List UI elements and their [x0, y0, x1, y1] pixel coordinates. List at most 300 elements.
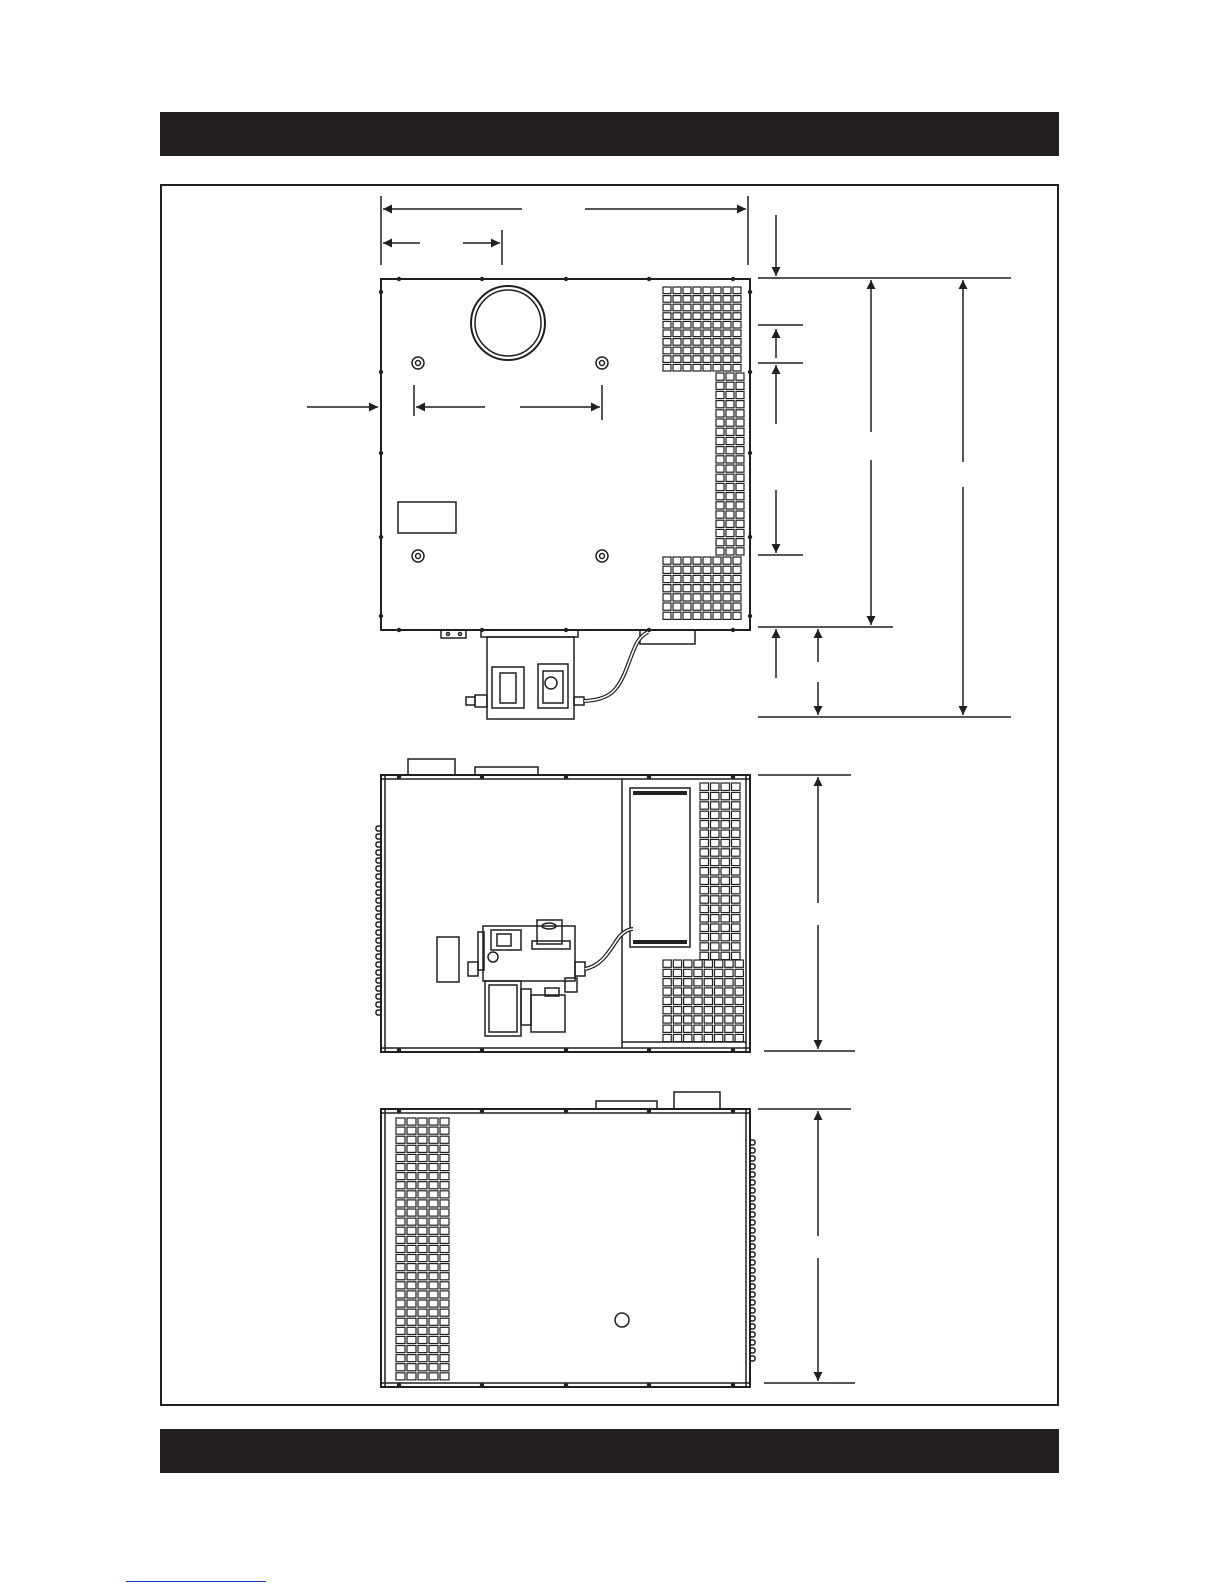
vent-grille	[396, 1118, 449, 1380]
vent-cell	[396, 1282, 405, 1289]
vent-cell	[703, 339, 711, 346]
vent-cell	[736, 437, 744, 444]
vent-cell	[713, 612, 721, 619]
vent-cell	[683, 612, 691, 619]
louver	[376, 1002, 381, 1007]
vent-cell	[732, 933, 741, 940]
vent-cell	[736, 401, 744, 408]
screw	[748, 290, 752, 294]
vent-cell	[440, 1336, 449, 1343]
vent-cell	[700, 886, 709, 893]
louver	[376, 906, 381, 911]
screw	[564, 1109, 568, 1113]
vent-cell	[418, 1318, 427, 1325]
vent-cell	[440, 1255, 449, 1262]
vent-cell	[700, 849, 709, 856]
exhaust-port	[471, 286, 545, 360]
vent-cell	[711, 792, 720, 799]
vent-cell	[683, 585, 691, 592]
vent-cell	[700, 868, 709, 875]
vent-cell	[721, 933, 730, 940]
vent-cell	[440, 1227, 449, 1234]
vent-cell	[726, 401, 734, 408]
vent-cell	[396, 1191, 405, 1198]
vent-cell	[713, 321, 721, 328]
vent-cell	[694, 1016, 702, 1023]
vent-cell	[396, 1300, 405, 1307]
vent-cell	[726, 493, 734, 500]
vent-cell	[721, 802, 730, 809]
louver	[750, 1308, 755, 1313]
vent-cell	[704, 1025, 712, 1032]
vent-cell	[673, 321, 681, 328]
vent-cell	[703, 585, 711, 592]
vent-cell	[700, 933, 709, 940]
vent-cell	[716, 548, 724, 555]
vent-cell	[700, 915, 709, 922]
vent-cell	[407, 1291, 416, 1298]
vent-cell	[725, 960, 733, 967]
vent-cell	[715, 1034, 723, 1041]
louver	[750, 1292, 755, 1297]
louver	[376, 826, 381, 831]
vent-cell	[703, 566, 711, 573]
screw	[379, 370, 383, 374]
vent-cell	[726, 539, 734, 546]
vent-cell	[721, 839, 730, 846]
louver	[376, 1010, 381, 1015]
screw	[480, 1383, 484, 1387]
vent-cell	[418, 1336, 427, 1343]
vent-cell	[703, 287, 711, 294]
vent-cell	[429, 1127, 438, 1134]
vent-cell	[736, 410, 744, 417]
vent-cell	[711, 943, 720, 950]
screw	[647, 1383, 651, 1387]
vent-cell	[723, 356, 731, 363]
vent-cell	[429, 1145, 438, 1152]
vent-cell	[418, 1291, 427, 1298]
vent-cell	[663, 612, 671, 619]
vent-cell	[704, 1034, 712, 1041]
screw	[379, 451, 383, 455]
vent-cell	[713, 364, 721, 371]
vent-cell	[418, 1364, 427, 1371]
louver	[376, 970, 381, 975]
vent-cell	[726, 474, 734, 481]
vent-cell	[440, 1291, 449, 1298]
vent-cell	[713, 603, 721, 610]
vent-cell	[716, 493, 724, 500]
vent-cell	[429, 1300, 438, 1307]
vent-cell	[663, 330, 671, 337]
vent-cell	[429, 1255, 438, 1262]
vent-cell	[683, 313, 691, 320]
vent-cell	[732, 952, 741, 959]
vent-cell	[703, 575, 711, 582]
screw	[379, 535, 383, 539]
vent-cell	[673, 364, 681, 371]
vent-cell	[429, 1182, 438, 1189]
vent-cell	[721, 886, 730, 893]
vent-cell	[711, 811, 720, 818]
vent-cell	[396, 1136, 405, 1143]
fuel-pump-assembly	[437, 920, 633, 1036]
vent-cell	[732, 830, 741, 837]
vent-cell	[721, 924, 730, 931]
vent-cell	[736, 465, 744, 472]
louver	[750, 1316, 755, 1321]
vent-cell	[673, 594, 681, 601]
vent-cell	[429, 1245, 438, 1252]
vent-cell	[700, 821, 709, 828]
vent-cell	[700, 830, 709, 837]
vent-cell	[440, 1309, 449, 1316]
vent-cell	[704, 969, 712, 976]
vent-cell	[725, 988, 733, 995]
vent-cell	[726, 529, 734, 536]
vent-cell	[715, 979, 723, 986]
vent-cell	[732, 924, 741, 931]
side-view-dimensions	[758, 775, 855, 1051]
vent-cell	[693, 364, 701, 371]
vent-cell	[733, 585, 741, 592]
vent-cell	[429, 1200, 438, 1207]
vent-cell	[684, 1034, 692, 1041]
vent-cell	[694, 960, 702, 967]
vent-cell	[407, 1118, 416, 1125]
vent-cell	[711, 821, 720, 828]
vent-cell	[721, 858, 730, 865]
vent-cell	[721, 943, 730, 950]
vent-cell	[715, 988, 723, 995]
vent-cell	[663, 988, 671, 995]
screw	[731, 628, 735, 632]
vent-cell	[396, 1336, 405, 1343]
vent-cell	[396, 1173, 405, 1180]
vent-cell	[693, 557, 701, 564]
vent-cell	[429, 1336, 438, 1343]
vent-cell	[429, 1309, 438, 1316]
side-view	[376, 759, 750, 1052]
vent-cell	[683, 347, 691, 354]
vent-cell	[711, 783, 720, 790]
vent-cell	[663, 287, 671, 294]
vent-cell	[736, 483, 744, 490]
mounting-holes	[412, 357, 608, 562]
vent-cell	[733, 575, 741, 582]
vent-cell	[736, 456, 744, 463]
vent-cell	[683, 321, 691, 328]
vent-cell	[733, 313, 741, 320]
louver	[376, 978, 381, 983]
screw	[731, 277, 735, 281]
vent-cell	[711, 839, 720, 846]
opposite-side-view	[381, 1092, 755, 1387]
vent-cell	[429, 1164, 438, 1171]
screw	[564, 1383, 568, 1387]
vent-cell	[418, 1200, 427, 1207]
vent-cell	[683, 557, 691, 564]
vent-cell	[418, 1145, 427, 1152]
vent-cell	[663, 960, 671, 967]
vent-cell	[683, 296, 691, 303]
vent-cell	[723, 347, 731, 354]
vent-cell	[418, 1182, 427, 1189]
screw	[397, 1048, 401, 1052]
vent-cell	[693, 585, 701, 592]
vent-cell	[418, 1173, 427, 1180]
vent-cell	[663, 575, 671, 582]
screw	[480, 1109, 484, 1113]
vent-cell	[721, 905, 730, 912]
vent-cell	[735, 1016, 743, 1023]
vent-cell	[736, 391, 744, 398]
vent-cell	[396, 1145, 405, 1152]
screw	[647, 775, 651, 779]
opposite-side-view-dimensions	[758, 1109, 855, 1383]
vent-cell	[726, 373, 734, 380]
louver	[750, 1340, 755, 1345]
vent-cell	[440, 1318, 449, 1325]
vent-cell	[704, 960, 712, 967]
vent-cell	[418, 1273, 427, 1280]
vent-cell	[673, 557, 681, 564]
vent-cell	[429, 1273, 438, 1280]
vent-cell	[663, 304, 671, 311]
vent-cell	[733, 557, 741, 564]
vent-cell	[721, 868, 730, 875]
vent-cell	[716, 373, 724, 380]
screw	[731, 775, 735, 779]
screw	[748, 370, 752, 374]
vent-cell	[704, 997, 712, 1004]
vent-cell	[704, 1007, 712, 1014]
vent-cell	[711, 868, 720, 875]
vent-cell	[725, 1007, 733, 1014]
vent-cell	[673, 969, 681, 976]
vent-cell	[693, 612, 701, 619]
vent-cell	[711, 915, 720, 922]
vent-cell	[684, 997, 692, 1004]
vent-cell	[396, 1373, 405, 1380]
vent-cell	[407, 1336, 416, 1343]
vent-cell	[418, 1264, 427, 1271]
vent-cell	[693, 356, 701, 363]
louver	[376, 962, 381, 967]
screw	[480, 277, 484, 281]
vent-cell	[735, 1007, 743, 1014]
vent-cell	[673, 1034, 681, 1041]
vent-cell	[700, 896, 709, 903]
vent-cell	[732, 821, 741, 828]
vent-cell	[418, 1346, 427, 1353]
vent-cell	[663, 1025, 671, 1032]
burner-panel	[630, 788, 690, 947]
vent-cell	[733, 330, 741, 337]
vent-cell	[733, 321, 741, 328]
vent-cell	[715, 997, 723, 1004]
vent-cell	[715, 969, 723, 976]
vent-cell	[703, 304, 711, 311]
vent-cell	[716, 410, 724, 417]
vent-cell	[713, 330, 721, 337]
vent-cell	[440, 1236, 449, 1243]
vent-cell	[429, 1136, 438, 1143]
vent-cell	[683, 594, 691, 601]
vent-cell	[683, 603, 691, 610]
vent-cell	[663, 603, 671, 610]
louver	[750, 1228, 755, 1233]
vent-cell	[673, 296, 681, 303]
vent-cell	[673, 566, 681, 573]
vent-cell	[733, 339, 741, 346]
vent-cell	[726, 391, 734, 398]
vent-cell	[721, 830, 730, 837]
vent-cell	[700, 783, 709, 790]
vent-cell	[407, 1200, 416, 1207]
vent-cell	[663, 1034, 671, 1041]
vent-cell	[723, 287, 731, 294]
vent-cell	[663, 594, 671, 601]
vent-cell	[704, 979, 712, 986]
vent-cell	[440, 1209, 449, 1216]
vent-cell	[693, 575, 701, 582]
vent-cell	[663, 997, 671, 1004]
vent-cell	[736, 511, 744, 518]
vent-cell	[693, 347, 701, 354]
screw	[397, 775, 401, 779]
vent-cell	[418, 1282, 427, 1289]
vent-cell	[429, 1227, 438, 1234]
vent-cell	[673, 330, 681, 337]
vent-cell	[735, 1034, 743, 1041]
vent-cell	[673, 1025, 681, 1032]
vent-cell	[733, 296, 741, 303]
vent-cell	[721, 811, 730, 818]
vent-cell	[713, 356, 721, 363]
vent-cell	[429, 1355, 438, 1362]
vent-cell	[732, 896, 741, 903]
vent-cell	[407, 1282, 416, 1289]
vent-cell	[700, 924, 709, 931]
vent-cell	[440, 1327, 449, 1334]
vent-cell	[396, 1227, 405, 1234]
vent-cell	[711, 896, 720, 903]
vent-cell	[396, 1127, 405, 1134]
vent-cell	[663, 296, 671, 303]
screw	[748, 451, 752, 455]
vent-cell	[663, 979, 671, 986]
vent-cell	[440, 1145, 449, 1152]
vent-cell	[723, 603, 731, 610]
vent-cell	[733, 287, 741, 294]
vent-cell	[700, 858, 709, 865]
vent-cell	[673, 1016, 681, 1023]
vent-cell	[663, 1016, 671, 1023]
vent-cell	[440, 1182, 449, 1189]
vent-cell	[418, 1209, 427, 1216]
louver	[750, 1188, 755, 1193]
vent-cell	[713, 594, 721, 601]
vent-cell	[711, 830, 720, 837]
vent-cell	[721, 792, 730, 799]
vent-cell	[396, 1200, 405, 1207]
vent-cell	[723, 594, 731, 601]
vent-cell	[716, 419, 724, 426]
vent-cell	[713, 339, 721, 346]
vent-cell	[663, 313, 671, 320]
vent-cell	[736, 428, 744, 435]
vent-cell	[693, 321, 701, 328]
vent-cell	[716, 382, 724, 389]
vent-cell	[663, 321, 671, 328]
vent-cell	[407, 1364, 416, 1371]
vent-cell	[429, 1173, 438, 1180]
vent-cell	[684, 960, 692, 967]
screw	[397, 1383, 401, 1387]
louver	[376, 866, 381, 871]
vent-cell	[703, 313, 711, 320]
vent-cell	[673, 997, 681, 1004]
louver	[750, 1196, 755, 1201]
vent-cell	[694, 969, 702, 976]
screw	[397, 277, 401, 281]
vent-cell	[407, 1300, 416, 1307]
vent-cell	[713, 347, 721, 354]
screw	[731, 1048, 735, 1052]
screw	[379, 614, 383, 618]
vent-cell	[721, 896, 730, 903]
screw	[748, 535, 752, 539]
vent-cell	[723, 566, 731, 573]
vent-cell	[725, 969, 733, 976]
vent-cell	[418, 1355, 427, 1362]
vent-cell	[726, 410, 734, 417]
top-view	[379, 277, 752, 719]
vent-cell	[407, 1182, 416, 1189]
vent-cell	[703, 594, 711, 601]
vent-cell	[663, 356, 671, 363]
vent-cell	[736, 520, 744, 527]
vent-cell	[418, 1154, 427, 1161]
vent-cell	[418, 1127, 427, 1134]
louver	[750, 1268, 755, 1273]
louver	[750, 1236, 755, 1241]
vent-cell	[407, 1346, 416, 1353]
vent-cell	[407, 1154, 416, 1161]
vent-cell	[716, 391, 724, 398]
louver	[376, 986, 381, 991]
screw	[564, 277, 568, 281]
vent-cell	[396, 1264, 405, 1271]
vent-cell	[440, 1373, 449, 1380]
vent-cell	[407, 1191, 416, 1198]
louver	[376, 938, 381, 943]
screw	[480, 1048, 484, 1052]
vent-cell	[673, 979, 681, 986]
vent-cell	[429, 1373, 438, 1380]
vent-cell	[663, 347, 671, 354]
louver	[750, 1148, 755, 1153]
vent-cell	[418, 1327, 427, 1334]
vent-cell	[726, 419, 734, 426]
vent-cell	[418, 1218, 427, 1225]
vent-cell	[736, 382, 744, 389]
vent-cell	[716, 428, 724, 435]
vent-cell	[716, 456, 724, 463]
vent-cell	[683, 330, 691, 337]
